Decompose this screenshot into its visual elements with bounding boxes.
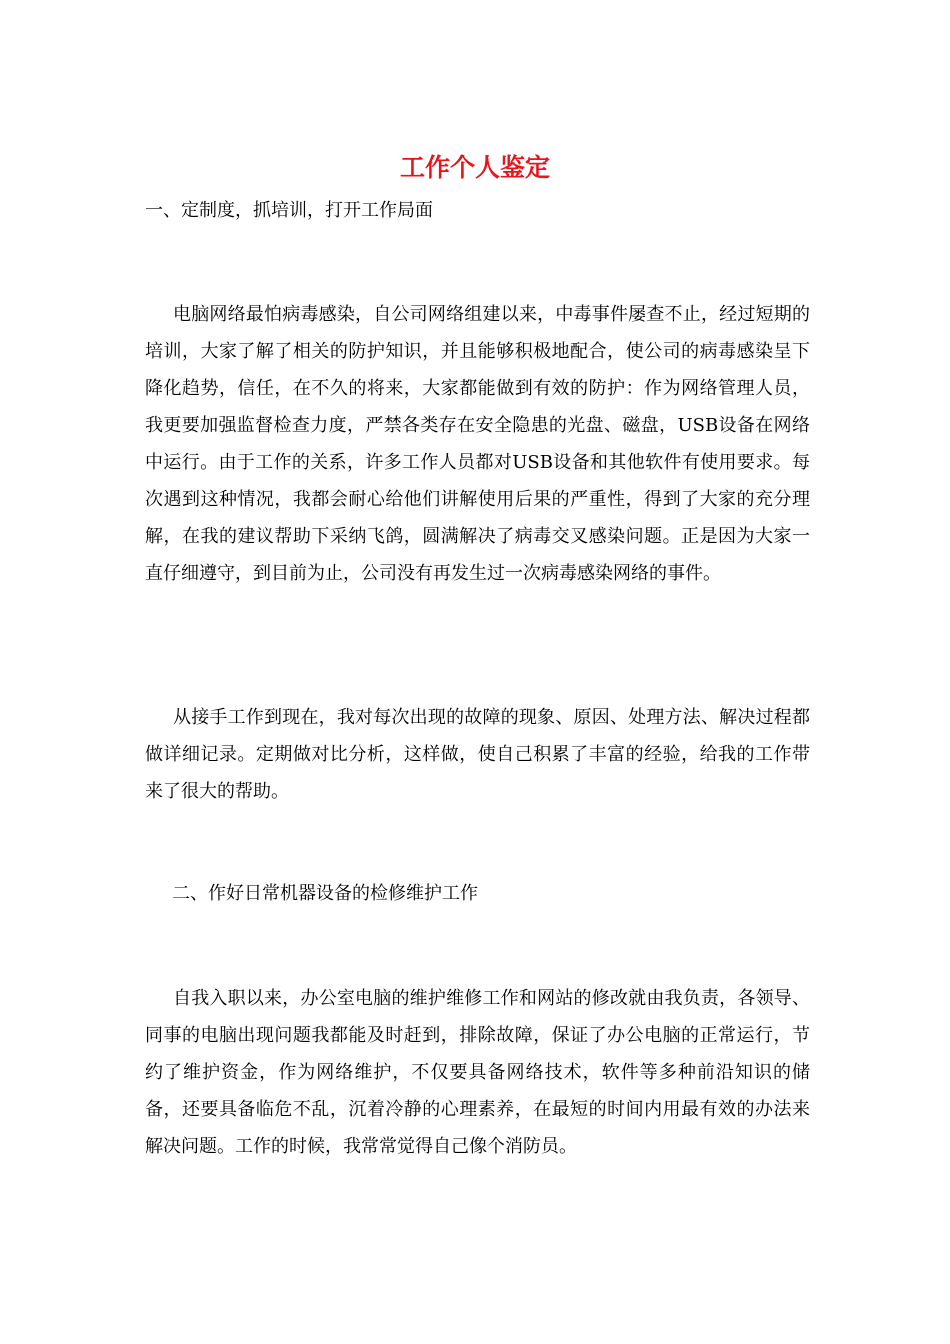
paragraph-1: 电脑网络最怕病毒感染，自公司网络组建以来，中毒事件屡查不止，经过短期的培训，大家了解了相关的防护知识，并且能够积极地配合，使公司的病毒感染呈下降化趋势，信任，在不久的将来，大家都能做到有效的防护：作为网络管理人员，我更要加强监督检查力度，严禁各类存在安全隐患的光盘、磁盘，USB设备在网络中运行。由于工作的关系，许多工作人员都对USB设备和其他软件有使用要求。每次遇到这种情况，我都会耐心给他们讲解使用后果的严重性，得到了大家的充分理解，在我的建议帮助下采纳飞鸽，圆满解决了病毒交叉感染问题。正是因为大家一直仔细遵守，到目前为止，公司没有再发生过一次病毒感染网络的事件。 (145, 304, 810, 584)
section-heading-2: 二、作好日常机器设备的检修维护工作 (172, 883, 478, 904)
paragraph-2: 从接手工作到现在，我对每次出现的故障的现象、原因、处理方法、解决过程都做详细记录。定期做对比分析，这样做，使自己积累了丰富的经验，给我的工作带来了很大的帮助。 (145, 707, 810, 802)
paragraph-3: 自我入职以来，办公室电脑的维护维修工作和网站的修改就由我负责，各领导、同事的电脑出现问题我都能及时赶到，排除故障，保证了办公电脑的正常运行，节约了维护资金，作为网络维护，不仅要具备网络技术，软件等多种前沿知识的储备，还要具备临危不乱，沉着冷静的心理素养，在最短的时间内用最有效的办法来解决问题。工作的时候，我常常觉得自己像个消防员。 (145, 988, 810, 1157)
section-heading-1: 一、定制度，抓培训，打开工作局面 (145, 200, 433, 221)
document-title: 工作个人鉴定 (399, 153, 550, 182)
